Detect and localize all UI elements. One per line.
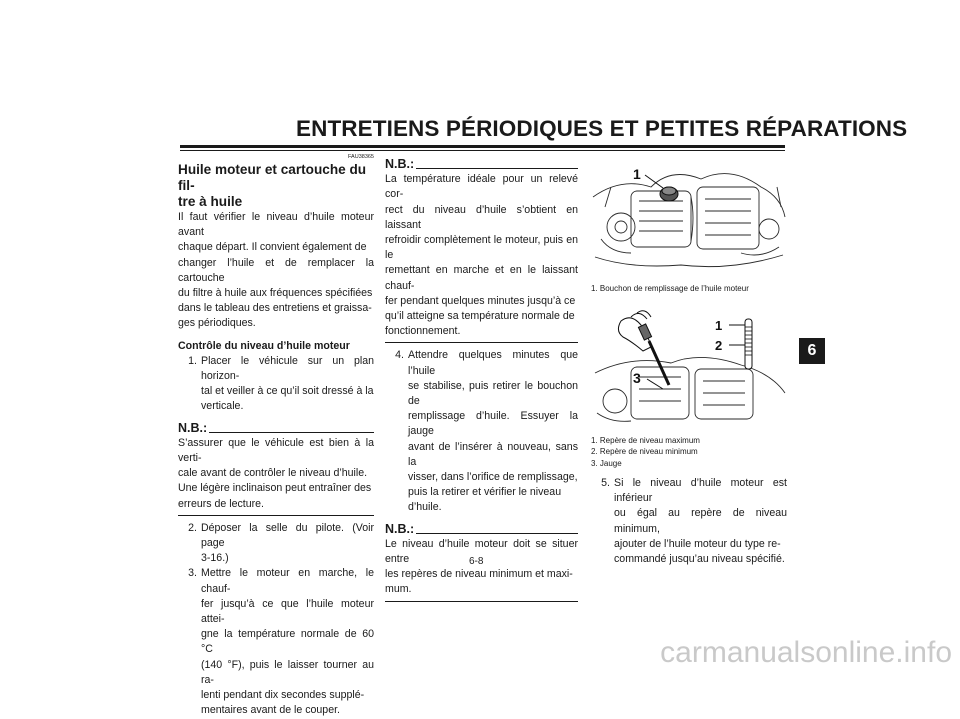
text-line: tal et veiller à ce qu’il soit dressé à la xyxy=(201,385,374,398)
note-end-rule xyxy=(385,342,578,343)
callout-3: 3 xyxy=(633,369,641,386)
chapter-tab: 6 xyxy=(799,338,825,364)
callout-1: 1 xyxy=(633,166,641,182)
text-line: fonctionnement. xyxy=(385,325,461,338)
figure-caption: 1. Bouchon de remplissage de l’huile moteur xyxy=(591,284,749,293)
text-line: mentaires avant de le couper. xyxy=(201,704,340,717)
note-header xyxy=(178,421,374,436)
text-line: visser, dans l’orifice de remplissage, xyxy=(408,471,578,484)
note-label: N.B.: xyxy=(385,521,415,536)
figure-caption: 3. Jauge xyxy=(591,458,622,468)
note-text xyxy=(178,436,374,512)
note-end-rule xyxy=(178,515,374,516)
text-line: lenti pendant dix secondes supplé- xyxy=(201,689,365,702)
text-line: qu’il atteigne sa température normale de xyxy=(385,310,575,323)
step-2 xyxy=(178,521,374,567)
figure-caption: 2. Repère de niveau minimum xyxy=(591,447,698,456)
note-label: N.B.: xyxy=(385,157,415,171)
text-line: Si le niveau d’huile moteur est inférieur xyxy=(614,477,787,505)
text-line: refroidir complètement le moteur, puis en le xyxy=(385,234,578,262)
step-5 xyxy=(591,476,787,567)
note-rule xyxy=(209,432,374,433)
figure-oil-filler-cap xyxy=(591,157,787,275)
text-line: ou égal au repère de niveau minimum, xyxy=(614,507,787,535)
column-3 xyxy=(591,153,787,567)
text-line: rect du niveau d’huile s’obtient en laissant xyxy=(385,203,578,231)
header-rule-thin xyxy=(180,150,785,151)
page-title: ENTRETIENS PÉRIODIQUES ET PETITES RÉPARATIONS xyxy=(296,116,908,141)
note-label: N.B.: xyxy=(178,420,208,435)
text-line: chaque départ. Il convient également de xyxy=(178,241,367,254)
text-line: Il faut vérifier le niveau d’huile moteur avant xyxy=(178,211,374,239)
text-line: puis la retirer et vérifier le niveau xyxy=(408,486,562,499)
text-line: fer pendant quelques minutes jusqu’à ce xyxy=(385,294,576,307)
text-line: Mettre le moteur en marche, le chauf- xyxy=(201,567,374,595)
note-text xyxy=(385,172,578,339)
text-line: verticale. xyxy=(201,400,244,413)
text-line: ajouter de l’huile moteur du type re- xyxy=(614,537,781,550)
text-line: les repères de niveau minimum et maxi- xyxy=(385,568,573,581)
text-line: (140 °F), puis le laisser tourner au ra- xyxy=(201,658,374,686)
engine-illustration-1 xyxy=(591,157,787,275)
step-4 xyxy=(385,348,578,515)
page-number: 6-8 xyxy=(469,556,484,567)
watermark: carmanualsonline.info xyxy=(660,636,952,669)
note-header xyxy=(385,157,578,172)
text-line: gne la température normale de 60 °C xyxy=(201,628,374,656)
figure-caption: 1. Repère de niveau maximum xyxy=(591,435,700,445)
intro-paragraph xyxy=(178,210,374,332)
text-line: S’assurer que le véhicule est bien à la verti- xyxy=(178,436,374,465)
text-line: Le niveau d’huile moteur doit se situer entre xyxy=(385,537,578,566)
note-text xyxy=(385,537,578,598)
text-line: remettant en marche et en le laissant chauf- xyxy=(385,264,578,292)
step-1 xyxy=(178,354,374,415)
text-line: du filtre à huile aux fréquences spécifiées xyxy=(178,287,373,300)
note-rule xyxy=(416,168,578,169)
figure-dipstick xyxy=(591,303,787,427)
section-code: FAU38365 xyxy=(348,154,374,160)
text-line: erreurs de lecture. xyxy=(178,497,264,510)
text-line: La température idéale pour un relevé cor- xyxy=(385,173,578,201)
text-line: fer jusqu’à ce que l’huile moteur attei- xyxy=(201,597,374,626)
text-line: mum. xyxy=(385,583,412,596)
note-end-rule xyxy=(385,601,578,602)
figure-captions xyxy=(591,435,787,470)
column-1 xyxy=(178,153,374,719)
text-line: commandé jusqu’au niveau spécifié. xyxy=(614,553,785,566)
step-number: 3. xyxy=(188,567,197,580)
engine-illustration-2 xyxy=(591,303,787,427)
text-line: Déposer la selle du pilote. (Voir page xyxy=(201,521,374,550)
section-title-line-2: tre à huile xyxy=(178,194,243,209)
callout-2: 2 xyxy=(715,337,723,353)
text-line: d’huile. xyxy=(408,501,442,514)
text-line: changer l’huile et de remplacer la cartouche xyxy=(178,256,374,284)
text-line: Attendre quelques minutes que l’huile xyxy=(408,349,578,377)
column-2 xyxy=(385,153,578,607)
header-rule xyxy=(180,145,785,148)
section-title-line-1: Huile moteur et cartouche du fil- xyxy=(178,162,367,193)
subheading: Contrôle du niveau d’huile moteur xyxy=(178,339,350,352)
note-rule xyxy=(416,533,578,534)
step-3 xyxy=(178,566,374,718)
text-line: dans le tableau des entretiens et graissa- xyxy=(178,302,372,315)
text-line: ges périodiques. xyxy=(178,317,256,330)
text-line: 3-16.) xyxy=(201,552,229,565)
note-header xyxy=(385,522,578,537)
step-number: 1. xyxy=(188,354,197,367)
text-line: avant de l’insérer à nouveau, sans la xyxy=(408,440,578,468)
text-line: Placer le véhicule sur un plan horizon- xyxy=(201,354,374,383)
text-line: se stabilise, puis retirer le bouchon de xyxy=(408,379,578,408)
step-number: 5. xyxy=(601,477,610,489)
text-line: Une légère inclinaison peut entraîner des xyxy=(178,482,372,495)
text-line: remplissage d’huile. Essuyer la jauge xyxy=(408,410,578,438)
step-number: 4. xyxy=(395,349,404,362)
text-line: cale avant de contrôler le niveau d’huile. xyxy=(178,467,368,480)
callout-1: 1 xyxy=(715,317,723,333)
step-number: 2. xyxy=(188,521,197,534)
